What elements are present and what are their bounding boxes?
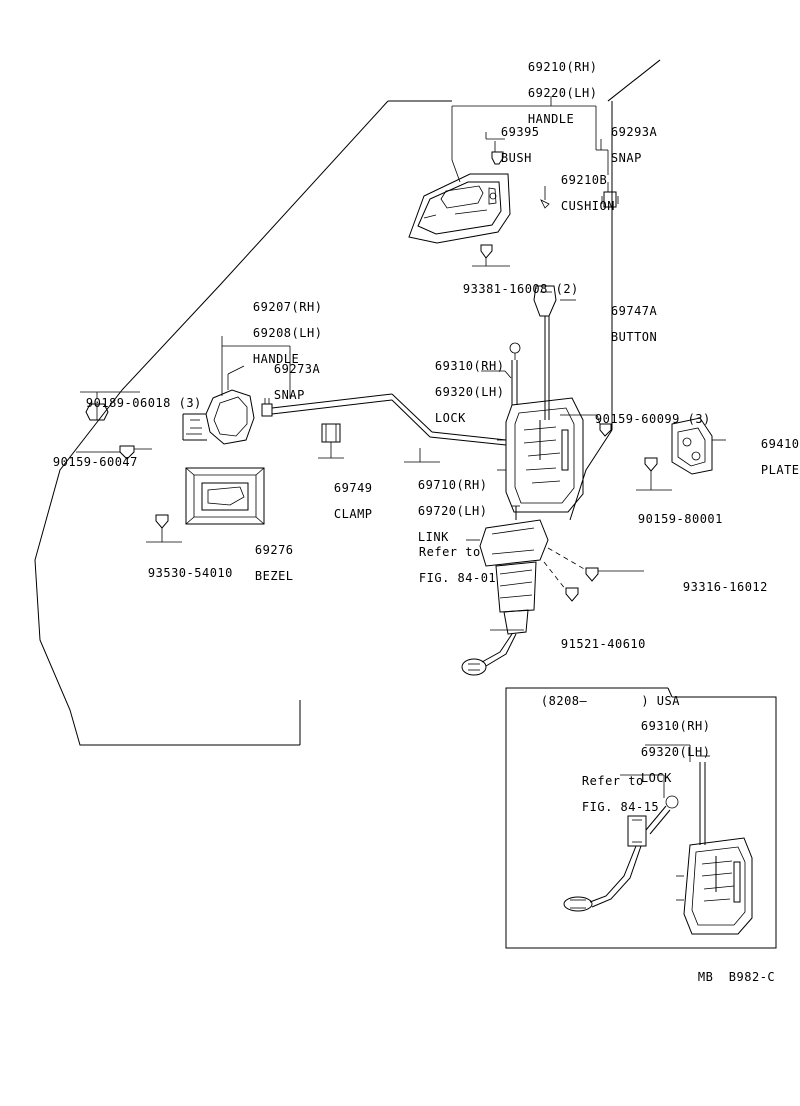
part-label-69749: 69749 CLAMP [333, 481, 373, 521]
screw-90159-80001 [636, 458, 672, 490]
part-label-69210b: 69210B CUSHION [560, 173, 615, 213]
part-label-90159-60099: 90159-60099 (3) [594, 412, 711, 426]
part-label-69276: 69276 BEZEL [254, 543, 294, 583]
part-label-93316-16012: 93316-16012 [682, 580, 768, 594]
outside-handle-part [409, 174, 510, 243]
screw-93530 [146, 515, 182, 542]
part-label-90159-60047: 90159-60047 [52, 455, 138, 469]
part-label-69273a: 69273A SNAP [273, 362, 321, 402]
part-label-69310: 69310(RH) 69320(LH) LOCK [434, 359, 505, 425]
bezel-part [186, 468, 264, 524]
screw-93316 [544, 548, 644, 601]
inset-title: (8208— ) USA [540, 694, 680, 708]
part-label-69210: 69210(RH) 69220(LH) HANDLE [527, 60, 598, 126]
screw-93381 [472, 245, 510, 266]
diagram-footer-code: MB B982-C [697, 970, 776, 984]
clamp-part [318, 424, 344, 458]
part-label-69395: 69395 BUSH [500, 125, 540, 165]
inset-part-label-69310: 69310(RH) 69320(LH) LOCK [640, 719, 711, 785]
refer-to-fig-84-01: Refer to FIG. 84-01 [418, 545, 497, 585]
part-label-90159-80001: 90159-80001 [637, 512, 723, 526]
part-label-69710: 69710(RH) 69720(LH) LINK [417, 478, 488, 544]
part-label-93530-54010: 93530-54010 [147, 566, 233, 580]
part-label-69207: 69207(RH) 69208(LH) HANDLE [252, 300, 323, 366]
part-label-69293a: 69293A SNAP [610, 125, 658, 165]
part-label-93381-16008: 93381-16008 (2) [462, 282, 579, 296]
part-label-69410: 69410 PLATE [760, 437, 800, 477]
part-label-69747a: 69747A BUTTON [610, 304, 658, 344]
part-label-90189-06018: 90189-06018 (3) [85, 396, 202, 410]
refer-to-fig-84-15: Refer to FIG. 84-15 [581, 774, 660, 814]
part-label-91521-40610: 91521-40610 [560, 637, 646, 651]
